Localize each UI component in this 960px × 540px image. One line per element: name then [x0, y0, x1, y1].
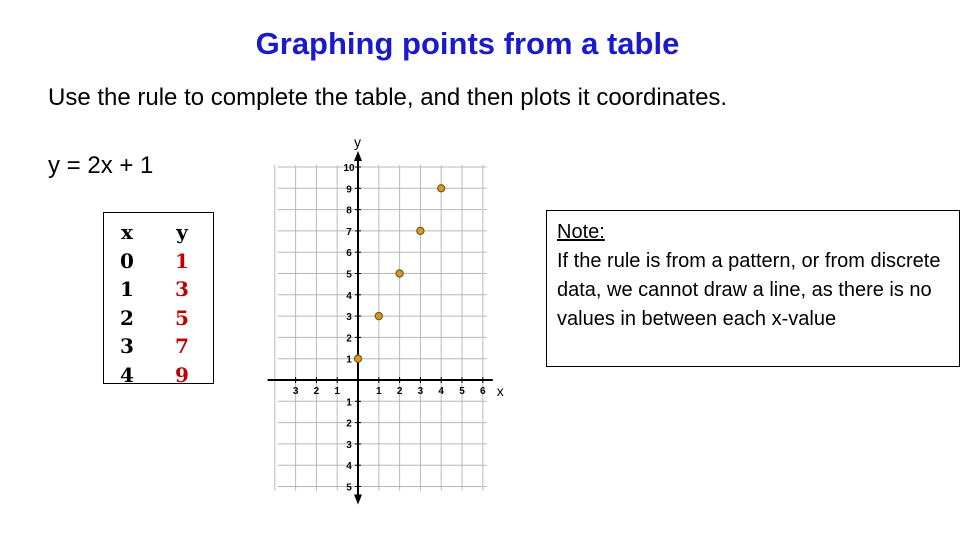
x-tick-label: 3: [292, 386, 299, 397]
y-value: 5: [175, 305, 189, 330]
y-tick-label: 5: [346, 482, 352, 494]
x-tick-label: 2: [396, 386, 403, 397]
data-point: [354, 355, 361, 362]
data-point: [438, 185, 445, 192]
y-value: 7: [175, 334, 189, 359]
x-header: x: [121, 220, 133, 244]
page-title: Graphing points from a table: [255, 26, 680, 61]
x-tick-label: 2: [313, 386, 320, 397]
y-tick-label: 7: [346, 226, 352, 238]
instruction-text: Use the rule to complete the table, and then plots it coordinates.: [48, 84, 728, 111]
y-value: 1: [175, 248, 189, 273]
data-point: [375, 313, 382, 320]
x-tick-label: 3: [417, 386, 424, 397]
y-tick-label: 4: [346, 461, 352, 473]
y-tick-label: 5: [346, 269, 352, 281]
x-axis-label: x: [496, 383, 504, 399]
y-value: 3: [175, 277, 189, 302]
y-tick-label: 3: [346, 312, 352, 324]
y-value: 9: [175, 362, 189, 387]
x-value: 2: [120, 305, 134, 330]
x-tick-label: 4: [438, 386, 444, 397]
data-point: [396, 270, 403, 277]
x-tick-label: 6: [480, 386, 486, 397]
y-tick-label: 2: [346, 333, 352, 345]
x-value: 0: [120, 248, 134, 273]
note-heading: Note:: [557, 221, 605, 243]
y-tick-label: 3: [346, 439, 352, 451]
x-tick-label: 1: [334, 386, 340, 397]
y-tick-label: 4: [346, 290, 352, 302]
y-tick-label: 2: [346, 418, 352, 430]
y-tick-label: 1: [346, 354, 352, 366]
y-tick-label: 6: [346, 248, 352, 260]
y-header: y: [176, 220, 188, 244]
data-point: [417, 227, 424, 234]
y-tick-label: 10: [343, 163, 355, 174]
y-axis-label: y: [354, 134, 361, 150]
x-tick-label: 1: [376, 386, 382, 397]
y-tick-label: 9: [346, 184, 352, 196]
note-body: If the rule is from a pattern, or from discrete data, we cannot draw a line, as there is no values in between each x-value: [557, 250, 941, 330]
x-value: 1: [120, 277, 134, 302]
x-value: 3: [120, 334, 134, 359]
rule-equation: y = 2x + 1: [48, 152, 154, 179]
y-tick-label: 1: [346, 397, 352, 409]
y-axis-arrow-up: [354, 151, 362, 161]
y-axis-arrow-down: [354, 495, 362, 505]
x-value: 4: [120, 362, 134, 387]
y-tick-label: 8: [346, 205, 352, 217]
x-tick-label: 5: [459, 386, 465, 397]
